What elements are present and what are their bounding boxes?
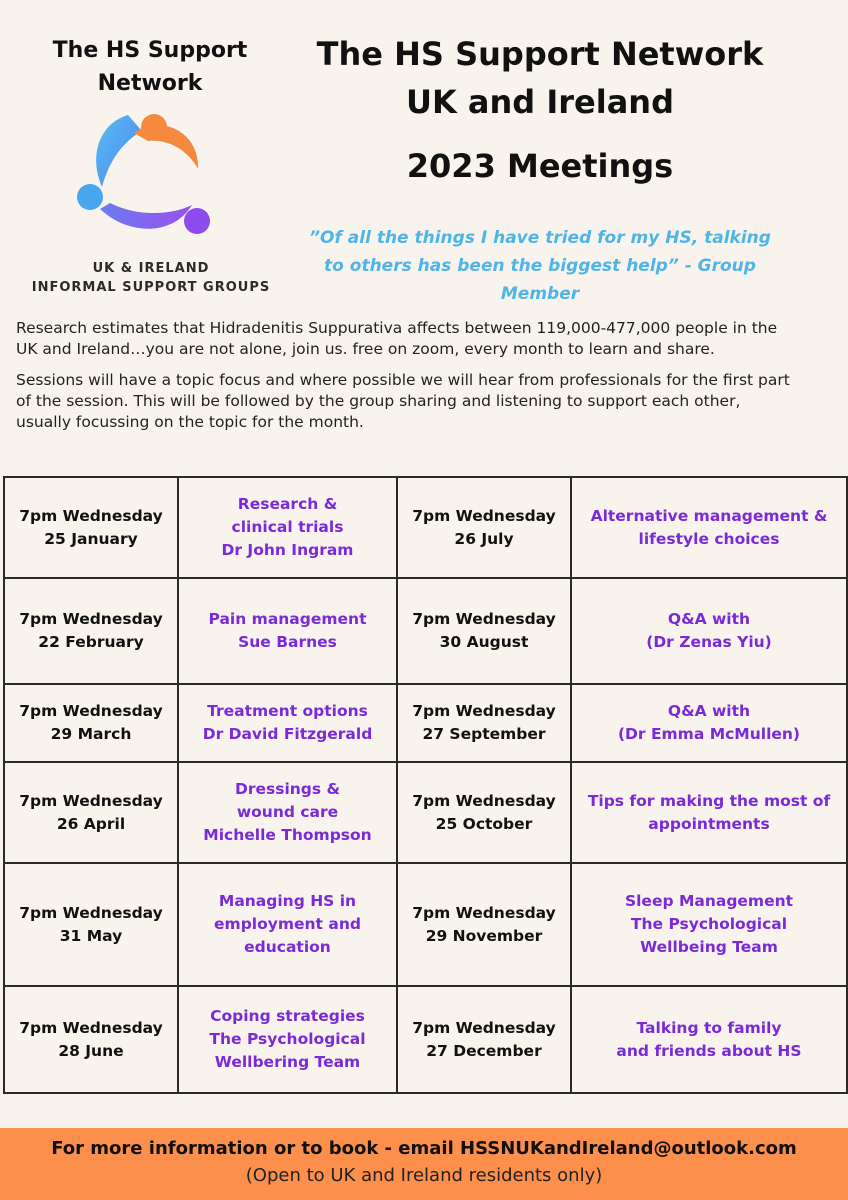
meeting-topic: Coping strategies The Psychological Wellbering Team — [178, 986, 397, 1093]
intro-paragraph: Research estimates that Hidradenitis Suppurativa affects between 119,000-477,000 people in the UK and Ireland…you are not alone, join us. free on zoom, every month to learn and share. — [16, 319, 778, 358]
table-row — [4, 477, 847, 578]
table-row — [4, 578, 847, 684]
meeting-date: 7pm Wednesday 22 February — [4, 578, 178, 684]
meeting-date: 7pm Wednesday 27 December — [397, 986, 571, 1093]
table-row — [4, 762, 847, 863]
support-network-logo-icon — [70, 105, 220, 240]
meeting-date: 7pm Wednesday 26 July — [397, 477, 571, 578]
meeting-topic: Pain management Sue Barnes — [178, 578, 397, 684]
meeting-date: 7pm Wednesday 29 March — [4, 684, 178, 762]
meeting-topic: Treatment options Dr David Fitzgerald — [178, 684, 397, 762]
meeting-date: 7pm Wednesday 31 May — [4, 863, 178, 986]
logo-title: The HS Support Network — [52, 38, 248, 96]
meeting-date: 7pm Wednesday 26 April — [4, 762, 178, 863]
intro-paragraph: Sessions will have a topic focus and where possible we will hear from professionals for the first part of the session. This will be followed by the group sharing and listening to support each other, usually focussing on the topic for the month. — [16, 371, 790, 431]
meeting-topic: Talking to family and friends about HS — [571, 986, 847, 1093]
meeting-topic: Research & clinical trials Dr John Ingram — [178, 477, 397, 578]
meeting-date: 7pm Wednesday 29 November — [397, 863, 571, 986]
member-quote: ”Of all the things I have tried for my HS, talking to others has been the biggest help” - Group Member — [309, 228, 771, 304]
meeting-topic: Alternative management & lifestyle choices — [571, 477, 847, 578]
meeting-date: 7pm Wednesday 30 August — [397, 578, 571, 684]
meeting-schedule-table — [3, 476, 848, 1094]
intro-text — [16, 318, 796, 443]
year-title: 2023 Meetings — [406, 147, 674, 185]
meeting-topic: Q&A with (Dr Zenas Yiu) — [571, 578, 847, 684]
meeting-date: 7pm Wednesday 25 October — [397, 762, 571, 863]
meeting-topic: Sleep Management The Psychological Wellbeing Team — [571, 863, 847, 986]
meeting-date: 7pm Wednesday 28 June — [4, 986, 178, 1093]
table-row — [4, 863, 847, 986]
logo-subtitle: UK & IRELAND INFORMAL SUPPORT GROUPS — [31, 261, 271, 295]
meeting-date: 7pm Wednesday 25 January — [4, 477, 178, 578]
table-row — [4, 986, 847, 1093]
footer-contact: For more information or to book - email HSSNUKandIreland@outlook.com — [51, 1138, 797, 1159]
meeting-topic: Managing HS in employment and education — [178, 863, 397, 986]
footer-eligibility-note: (Open to UK and Ireland residents only) — [245, 1165, 603, 1186]
footer-banner — [0, 1128, 848, 1200]
meeting-topic: Q&A with (Dr Emma McMullen) — [571, 684, 847, 762]
meeting-topic: Tips for making the most of appointments — [571, 762, 847, 863]
meeting-date: 7pm Wednesday 27 September — [397, 684, 571, 762]
page-title: The HS Support Network UK and Ireland — [316, 35, 764, 121]
table-row — [4, 684, 847, 762]
meeting-topic: Dressings & wound care Michelle Thompson — [178, 762, 397, 863]
